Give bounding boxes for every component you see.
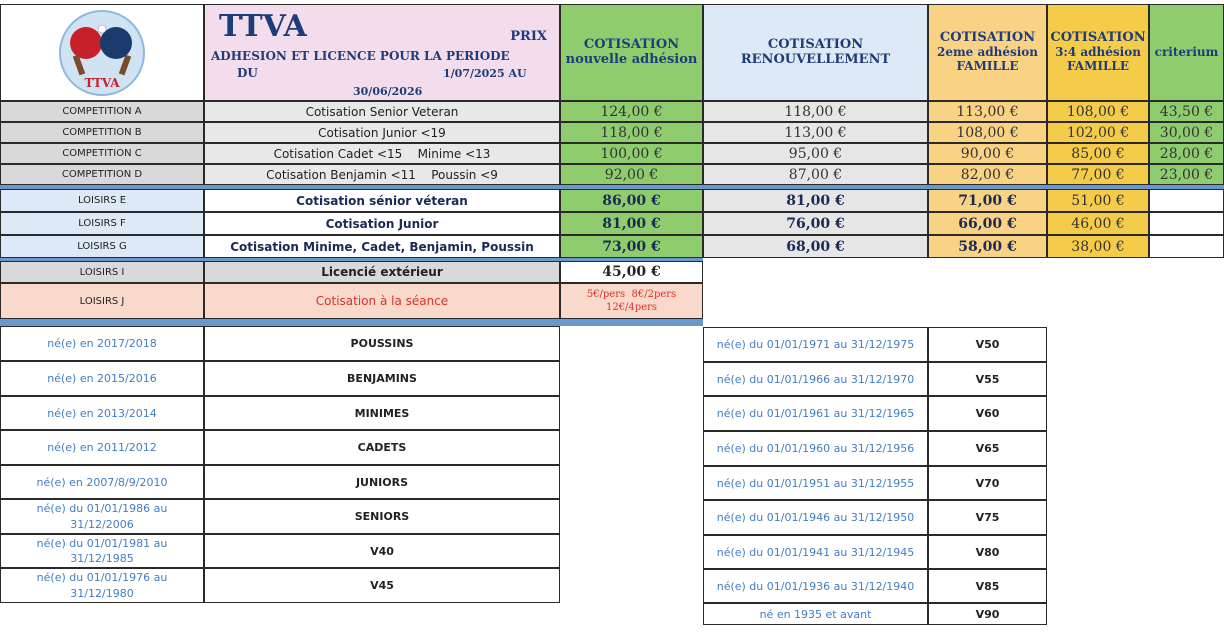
competition-c-category: COMPETITION C <box>0 143 204 164</box>
loisirs-f-category: LOISIRS F <box>0 212 204 235</box>
age-left-dates: né(e) du 01/01/1976 au 31/12/1980 <box>0 568 204 603</box>
loisirs-j-price-line1: 5€/pers 8€/2pers <box>586 289 677 300</box>
age-left-category: CADETS <box>204 430 560 465</box>
age-right-category: V75 <box>928 500 1047 535</box>
age-right-dates: né(e) du 01/01/1961 au 31/12/1965 <box>703 396 928 431</box>
age-right-dates: né(e) du 01/01/1941 au 31/12/1945 <box>703 535 928 569</box>
age-left-dates: né(e) du 01/01/1981 au 31/12/1985 <box>0 534 204 568</box>
competition-b-price-renouvellement: 113,00 € <box>703 122 928 143</box>
competition-d-price-2eme: 82,00 € <box>928 164 1047 185</box>
age-left-category: SENIORS <box>204 499 560 534</box>
age-right-dates: né(e) du 01/01/1951 au 31/12/1955 <box>703 466 928 500</box>
prix-label: PRIX <box>510 29 547 44</box>
col-title: COTISATION <box>767 36 864 52</box>
col-title: COTISATION <box>1050 30 1146 46</box>
age-left-dates: né(e) en 2007/8/9/2010 <box>0 465 204 499</box>
age-right-category: V85 <box>928 569 1047 603</box>
age-right-dates: né(e) du 01/01/1971 au 31/12/1975 <box>703 327 928 362</box>
age-left-dates: né(e) en 2011/2012 <box>0 430 204 465</box>
loisirs-j-label: Cotisation à la séance <box>204 283 560 319</box>
header-col-criterium <box>1149 4 1224 101</box>
loisirs-e-criterium-empty <box>1149 189 1224 212</box>
competition-d-label: Cotisation Benjamin <11 Poussin <9 <box>204 164 560 185</box>
competition-c-price-criterium: 28,00 € <box>1149 143 1224 164</box>
loisirs-i-category: LOISIRS I <box>0 261 204 283</box>
competition-b-price-criterium: 30,00 € <box>1149 122 1224 143</box>
loisirs-e-category: LOISIRS E <box>0 189 204 212</box>
loisirs-g-price-2eme: 58,00 € <box>928 235 1047 258</box>
competition-a-category: COMPETITION A <box>0 101 204 122</box>
header-col-34 <box>1047 4 1149 101</box>
ping-pong-logo <box>52 9 152 97</box>
age-right-category: V60 <box>928 396 1047 431</box>
competition-c-price-34: 85,00 € <box>1047 143 1149 164</box>
competition-a-label: Cotisation Senior Veteran <box>204 101 560 122</box>
loisirs-j-price-line2: 12€/4pers <box>605 302 658 313</box>
loisirs-f-label: Cotisation Junior <box>204 212 560 235</box>
loisirs-f-price-34: 46,00 € <box>1047 212 1149 235</box>
logo-cell <box>0 4 204 101</box>
age-right-category: V90 <box>928 603 1047 625</box>
competition-b-price-2eme: 108,00 € <box>928 122 1047 143</box>
competition-b-price-nouvelle: 118,00 € <box>560 122 703 143</box>
loisirs-g-label: Cotisation Minime, Cadet, Benjamin, Poussin <box>204 235 560 258</box>
competition-d-category: COMPETITION D <box>0 164 204 185</box>
period-end: 30/06/2026 <box>353 85 423 98</box>
age-left-category: BENJAMINS <box>204 361 560 396</box>
section-separator <box>0 319 703 326</box>
header-title-cell <box>204 4 560 101</box>
competition-b-label: Cotisation Junior <19 <box>204 122 560 143</box>
competition-a-price-34: 108,00 € <box>1047 101 1149 122</box>
col-subtitle: nouvelle adhésion <box>565 51 698 67</box>
period-du: DU <box>237 66 258 80</box>
age-right-category: V50 <box>928 327 1047 362</box>
col-title: COTISATION <box>939 30 1036 46</box>
competition-d-price-criterium: 23,00 € <box>1149 164 1224 185</box>
loisirs-g-price-34: 38,00 € <box>1047 235 1149 258</box>
col-title: criterium <box>1154 44 1219 59</box>
header-col-2eme <box>928 4 1047 101</box>
age-right-dates: né(e) du 01/01/1960 au 31/12/1956 <box>703 431 928 466</box>
age-right-category: V55 <box>928 362 1047 396</box>
col-subtitle: 3:4 adhésion <box>1055 45 1141 60</box>
age-left-category: MINIMES <box>204 396 560 430</box>
loisirs-g-criterium-empty <box>1149 235 1224 258</box>
loisirs-g-price-nouvelle: 73,00 € <box>560 235 703 258</box>
logo-text: TTVA <box>84 75 120 90</box>
competition-d-price-34: 77,00 € <box>1047 164 1149 185</box>
competition-c-label: Cotisation Cadet <15 Minime <13 <box>204 143 560 164</box>
competition-c-price-nouvelle: 100,00 € <box>560 143 703 164</box>
age-left-dates: né(e) en 2015/2016 <box>0 361 204 396</box>
loisirs-i-price: 45,00 € <box>560 261 703 283</box>
age-right-category: V65 <box>928 431 1047 466</box>
loisirs-g-price-renouvellement: 68,00 € <box>703 235 928 258</box>
age-right-dates: né(e) du 01/01/1936 au 31/12/1940 <box>703 569 928 603</box>
competition-a-price-renouvellement: 118,00 € <box>703 101 928 122</box>
competition-a-price-criterium: 43,50 € <box>1149 101 1224 122</box>
age-left-dates: né(e) du 01/01/1986 au 31/12/2006 <box>0 499 204 534</box>
age-left-category: JUNIORS <box>204 465 560 499</box>
col-subtitle-2: FAMILLE <box>1066 58 1130 73</box>
age-left-category: POUSSINS <box>204 326 560 361</box>
col-subtitle: RENOUVELLEMENT <box>740 51 891 67</box>
period-line: ADHESION ET LICENCE POUR LA PERIODE <box>211 49 510 63</box>
loisirs-g-category: LOISIRS G <box>0 235 204 258</box>
competition-a-price-2eme: 113,00 € <box>928 101 1047 122</box>
col-title: COTISATION <box>583 36 680 52</box>
loisirs-f-price-2eme: 66,00 € <box>928 212 1047 235</box>
competition-b-category: COMPETITION B <box>0 122 204 143</box>
competition-c-price-2eme: 90,00 € <box>928 143 1047 164</box>
competition-a-price-nouvelle: 124,00 € <box>560 101 703 122</box>
col-subtitle-2: FAMILLE <box>956 58 1019 73</box>
age-left-category: V40 <box>204 534 560 568</box>
loisirs-i-label: Licencié extérieur <box>204 261 560 283</box>
loisirs-e-price-2eme: 71,00 € <box>928 189 1047 212</box>
loisirs-j-category: LOISIRS J <box>0 283 204 319</box>
age-right-dates: né(e) du 01/01/1946 au 31/12/1950 <box>703 500 928 535</box>
age-right-dates: né en 1935 et avant <box>703 603 928 625</box>
age-left-dates: né(e) en 2017/2018 <box>0 326 204 361</box>
period-start: 1/07/2025 AU <box>443 67 527 80</box>
header-col-renouvellement <box>703 4 928 101</box>
header-col-nouvelle <box>560 4 703 101</box>
competition-d-price-nouvelle: 92,00 € <box>560 164 703 185</box>
club-title: TTVA <box>219 9 307 44</box>
loisirs-e-label: Cotisation sénior véteran <box>204 189 560 212</box>
age-left-category: V45 <box>204 568 560 603</box>
competition-b-price-34: 102,00 € <box>1047 122 1149 143</box>
loisirs-f-price-renouvellement: 76,00 € <box>703 212 928 235</box>
age-right-category: V70 <box>928 466 1047 500</box>
loisirs-f-price-nouvelle: 81,00 € <box>560 212 703 235</box>
age-left-dates: né(e) en 2013/2014 <box>0 396 204 430</box>
competition-d-price-renouvellement: 87,00 € <box>703 164 928 185</box>
age-right-dates: né(e) du 01/01/1966 au 31/12/1970 <box>703 362 928 396</box>
age-right-category: V80 <box>928 535 1047 569</box>
loisirs-e-price-renouvellement: 81,00 € <box>703 189 928 212</box>
loisirs-e-price-nouvelle: 86,00 € <box>560 189 703 212</box>
loisirs-j-price <box>560 283 703 319</box>
loisirs-e-price-34: 51,00 € <box>1047 189 1149 212</box>
col-subtitle: 2eme adhésion <box>936 45 1039 60</box>
competition-c-price-renouvellement: 95,00 € <box>703 143 928 164</box>
loisirs-f-criterium-empty <box>1149 212 1224 235</box>
